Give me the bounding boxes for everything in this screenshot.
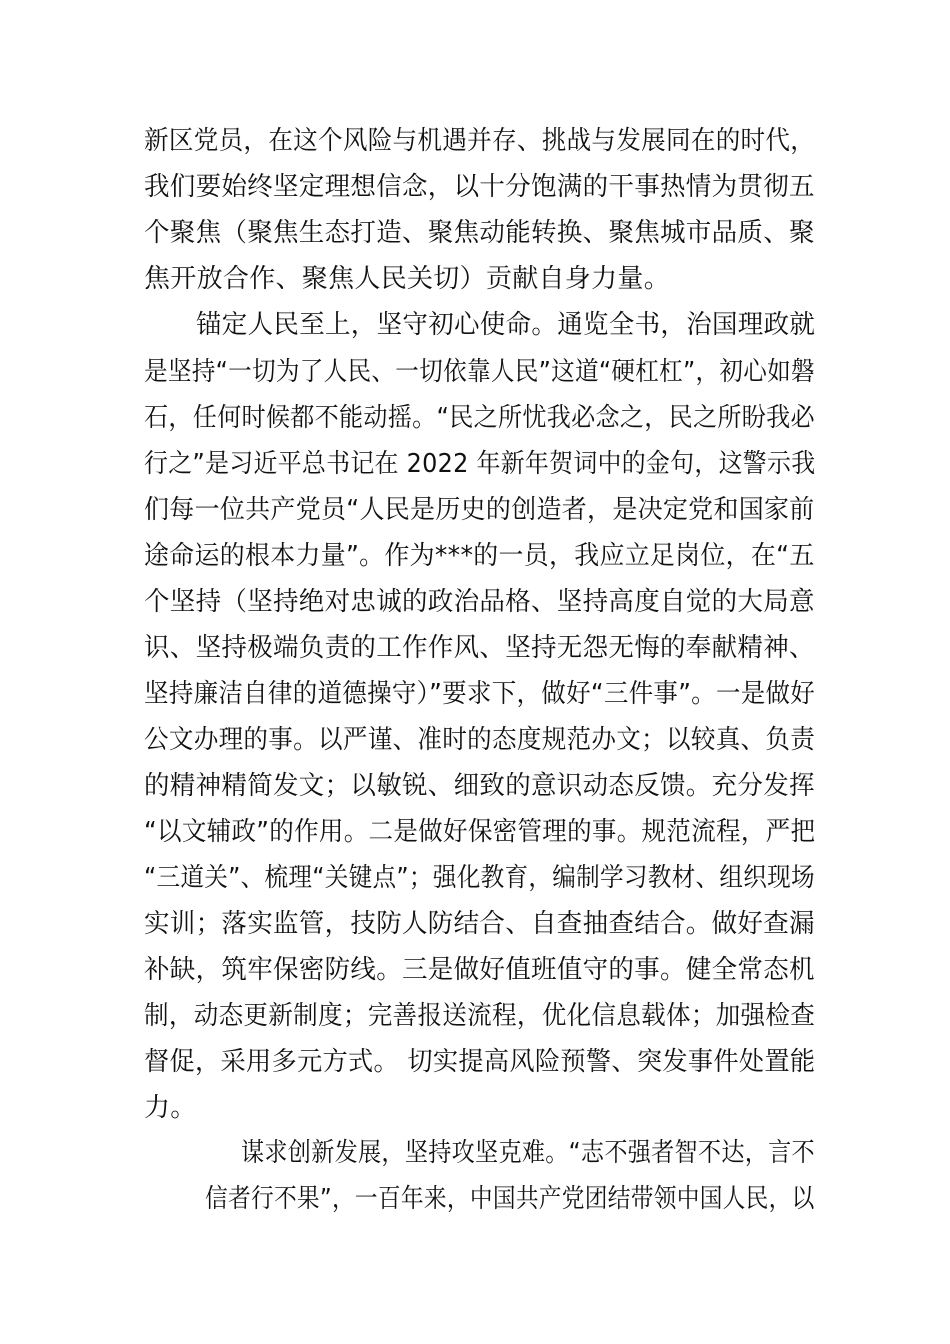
- text-line: 行之”是习近平总书记在 2022 年新年贺词中的金句，这警示我: [144, 449, 816, 479]
- text-line: 的精神精简发文；以敏锐、细致的意识动态反馈。充分发挥: [144, 771, 815, 801]
- text-line: 石，任何时候都不能动摇。“民之所忧我必念之，民之所盼我必: [144, 403, 815, 433]
- text-line: 我们要始终坚定理想信念，以十分饱满的干事热情为贯彻五: [144, 172, 815, 202]
- text-line: 新区党员，在这个风险与机遇并存、挑战与发展同在的时代，: [144, 126, 816, 156]
- text-line: 个聚焦（聚焦生态打造、聚焦动能转换、聚焦城市品质、聚: [144, 218, 815, 248]
- text-line: 锚定人民至上，坚守初心使命。通览全书，治国理政就: [196, 310, 816, 340]
- text-line: 实训；落实监管，技防人防结合、自查抽查结合。做好查漏: [144, 909, 815, 939]
- text-line: 力。: [144, 1093, 197, 1123]
- text-line: “三道关”、梳理“关键点”；强化教育，编制学习教材、组织现场: [144, 863, 815, 893]
- text-line: 个坚持（坚持绝对忠诚的政治品格、坚持高度自觉的大局意: [144, 587, 815, 617]
- text-line: 们每一位共产党员“人民是历史的创造者，是决定党和国家前: [144, 495, 815, 525]
- text-line: 信者行不果”，一百年来，中国共产党团结带领中国人民，以: [205, 1184, 815, 1214]
- text-line: 补缺，筑牢保密防线。三是做好值班值守的事。健全常态机: [144, 955, 815, 985]
- text-line: 督促，采用多元方式。 切实提高风险预警、突发事件处置能: [144, 1047, 816, 1077]
- text-line: 坚持廉洁自律的道德操守）”要求下，做好“三件事”。一是做好: [144, 679, 816, 709]
- text-line: 是坚持“一切为了人民、一切依靠人民”这道“硬杠杠”，初心如磐: [144, 357, 815, 387]
- text-line: 公文办理的事。以严谨、准时的态度规范办文；以较真、负责: [144, 725, 816, 755]
- text-line: 制，动态更新制度；完善报送流程，优化信息载体；加强检查: [144, 1001, 816, 1031]
- text-line: “以文辅政”的作用。二是做好保密管理的事。规范流程，严把: [144, 817, 816, 847]
- text-line: 焦开放合作、聚焦人民关切）贡献自身力量。: [144, 264, 671, 294]
- text-line: 途命运的根本力量”。作为***的一员，我应立足岗位，在“五: [144, 541, 815, 571]
- text-line: 识、坚持极端负责的工作作风、坚持无怨无悔的奉献精神、: [144, 633, 815, 663]
- text-line: 谋求创新发展，坚持攻坚克难。“志不强者智不达，言不: [241, 1138, 815, 1168]
